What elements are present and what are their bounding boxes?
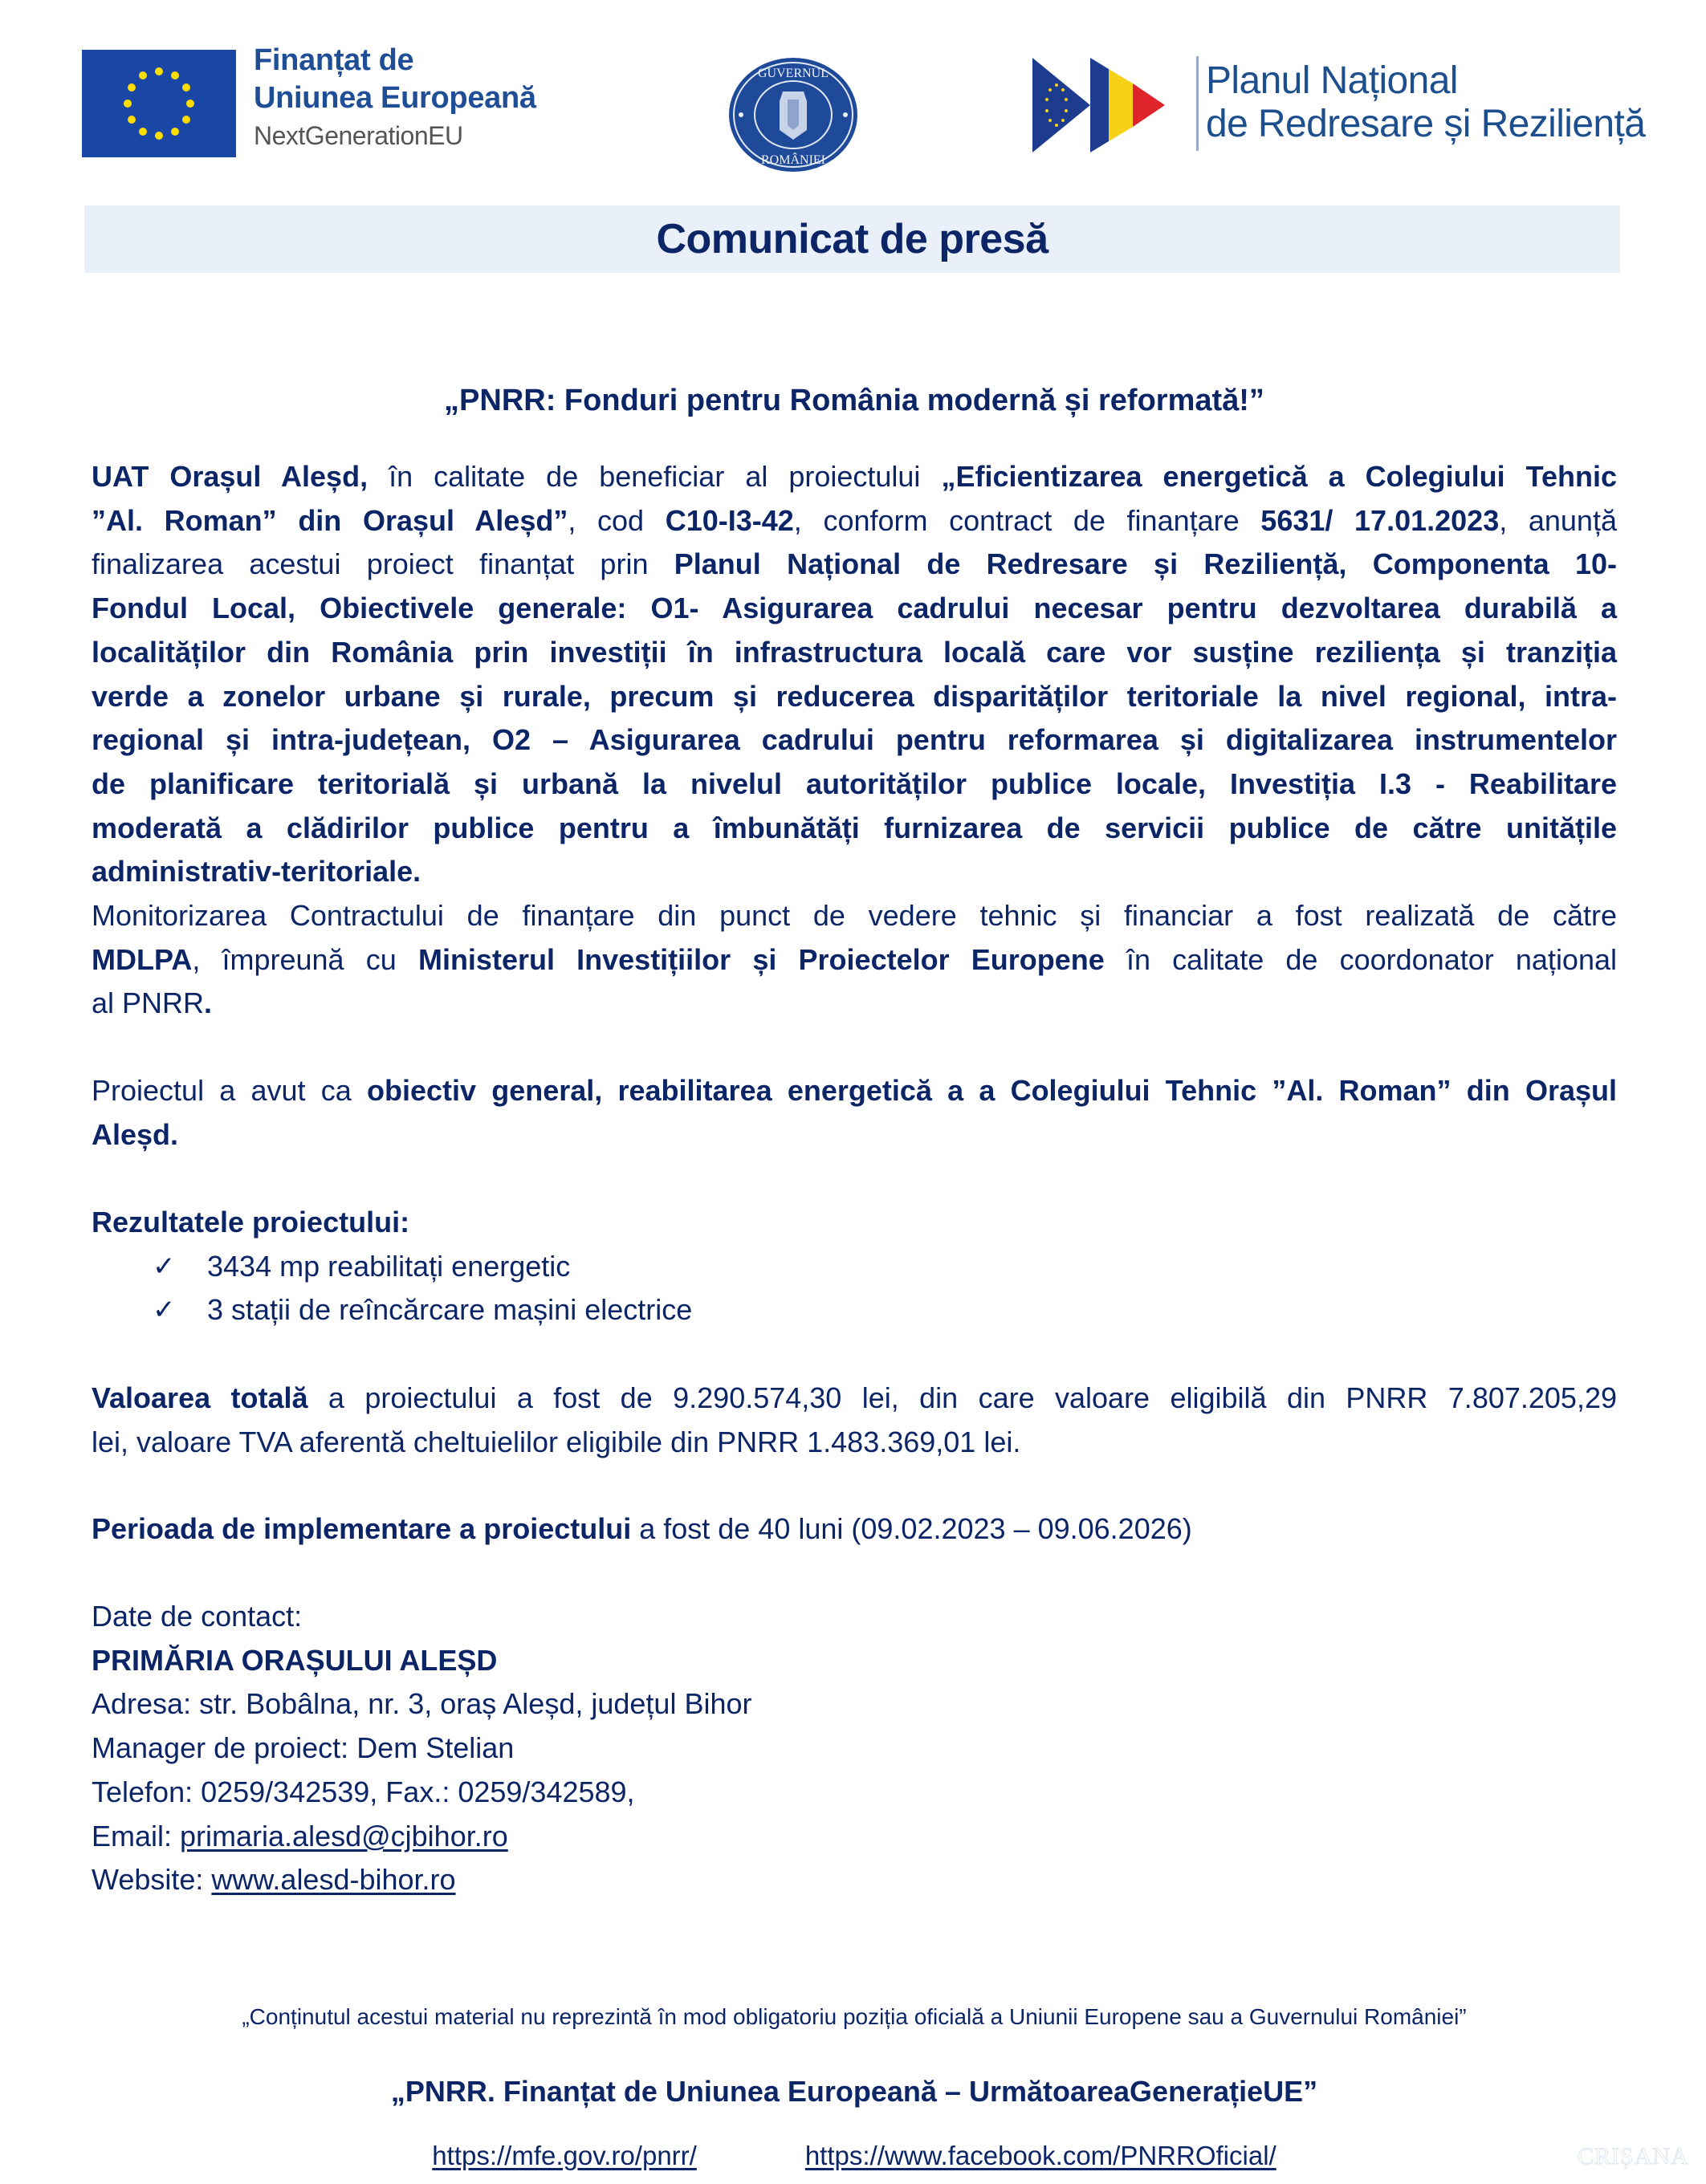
project-value-paragraph — [92, 1377, 1617, 1464]
project-description-paragraph — [92, 455, 1617, 894]
paragraph-line: UAT Orașul Aleșd, în calitate de beneficiar al proiectului „Eficientizarea energetică a Colegiului Tehnic — [92, 460, 1617, 493]
pnrr-logo-divider — [1196, 56, 1199, 151]
paragraph-line: ”Al. Roman” din Orașul Aleșd”, cod C10-I3-42, conform contract de finanțare 5631/ 17.01.2023, anunță — [92, 503, 1617, 537]
value-line2: lei, valoare TVA aferentă cheltuielilor eligibile din PNRR 1.483.369,01 lei. — [92, 1425, 1021, 1458]
value-line1: a proiectului a fost de 9.290.574,30 lei, din care valoare eligibilă din PNRR 7.807.205,29 — [307, 1381, 1617, 1414]
romanian-government-seal — [727, 56, 860, 173]
pnrr-logo-text — [1206, 59, 1645, 146]
website-label: Website: — [92, 1863, 212, 1897]
results-heading: Rezultatele proiectului: — [92, 1206, 410, 1238]
paragraph-line: de planificare teritorială și urbană la nivelul autorităților publice locale, Investiția I.3 - Reabilitare — [92, 767, 1617, 800]
paragraph-line: al PNRR. — [92, 986, 213, 1020]
page-title: Comunicat de presă — [656, 216, 1048, 262]
eu-logo-line1: Finanțat de — [254, 43, 414, 77]
crisana-watermark: CRIȘANA — [1578, 2143, 1689, 2170]
footer-slogan: „PNRR. Finanțat de Uniunea Europeană – UrmătoareaGenerațieUE” — [390, 2075, 1318, 2108]
pnrr-logo-line2: de Redresare și Reziliență — [1206, 103, 1646, 145]
paragraph-line: Monitorizarea Contractului de finanțare din punct de vedere tehnic și financiar a fost realizată de către — [92, 899, 1617, 932]
svg-text:GUVERNUL: GUVERNUL — [758, 67, 829, 80]
result-item-text: 3434 mp reabilitați energetic — [207, 1249, 571, 1283]
paragraph-line: verde a zonelor urbane și rurale, precum și reducerea disparităților teritoriale la nivel regional, intra- — [92, 679, 1617, 713]
email-label: Email: — [92, 1819, 181, 1853]
press-release-title-band — [84, 205, 1620, 273]
paragraph-line: moderată a clădirilor publice pentru a îmbunătăți furnizarea de servicii publice de către unitățile — [92, 811, 1617, 844]
value-label: Valoarea totală — [92, 1381, 308, 1414]
paragraph-line: localităților din România prin investiții în infrastructura locală care vor susține reziliența și tranziția — [92, 635, 1617, 669]
contact-section — [92, 1595, 1617, 1902]
contact-phone: Telefon: 0259/342539, Fax.: 0259/342589, — [92, 1775, 635, 1808]
paragraph-line: Proiectul a avut ca obiectiv general, reabilitarea energetică a a Colegiului Tehnic ”Al. Roman” din Orașul — [92, 1074, 1617, 1107]
paragraph-line: Aleșd. — [92, 1117, 179, 1151]
svg-text:ROMÂNIEI: ROMÂNIEI — [761, 153, 825, 167]
email-link[interactable]: primaria.alesd@cjbihor.ro — [180, 1819, 508, 1853]
government-seal-icon — [727, 56, 860, 173]
implementation-period — [92, 1507, 1617, 1552]
paragraph-line: MDLPA, împreună cu Ministerul Investițiilor și Proiectelor Europene în calitate de coordonator național — [92, 942, 1617, 976]
eu-logo-line3: NextGenerationEU — [254, 121, 463, 150]
period-value: a fost de 40 luni (09.02.2023 – 09.06.2026) — [631, 1512, 1192, 1545]
pnrr-logo-line1: Planul Național — [1206, 59, 1458, 102]
pnrr-arrows-icon — [1032, 58, 1189, 153]
results-list — [92, 1245, 1617, 1332]
paragraph-line: administrativ-teritoriale. — [92, 855, 421, 889]
contact-heading: Date de contact: — [92, 1600, 303, 1633]
objective-paragraph — [92, 1069, 1617, 1157]
pnrr-arrows-logo — [1032, 58, 1189, 153]
paragraph-line: finalizarea acestui proiect finanțat prin Planul Național de Redresare și Reziliență, Componenta 10- — [92, 547, 1618, 581]
result-item — [92, 1288, 1617, 1332]
paragraph-line: Fondul Local, Obiectivele generale: O1- Asigurarea cadrului necesar pentru dezvoltarea durabilă a — [92, 592, 1617, 625]
eu-funding-logo-text — [254, 43, 536, 148]
checkmark-icon: ✓ — [153, 1251, 176, 1282]
eu-flag-logo — [82, 50, 236, 157]
checkmark-icon: ✓ — [153, 1295, 176, 1326]
facebook-pnrr-link[interactable]: https://www.facebook.com/PNRROficial/ — [804, 2141, 1276, 2170]
contact-manager: Manager de proiect: Dem Stelian — [92, 1731, 515, 1765]
footer-links — [92, 2141, 1617, 2171]
website-link[interactable]: www.alesd-bihor.ro — [211, 1863, 456, 1897]
result-item-text: 3 stații de reîncărcare mașini electrice — [207, 1293, 693, 1327]
contact-address: Adresa: str. Bobâlna, nr. 3, oraș Aleșd, județul Bihor — [92, 1687, 752, 1721]
monitoring-paragraph — [92, 894, 1617, 1026]
slogan-subtitle: „PNRR: Fonduri pentru România modernă și reformată!” — [444, 384, 1264, 417]
result-item — [92, 1245, 1617, 1289]
eu-stars-icon — [82, 50, 236, 157]
project-results-section — [92, 1201, 1617, 1332]
period-label: Perioada de implementare a proiectului — [92, 1512, 632, 1545]
disclaimer-text: „Conținutul acestui material nu reprezintă în mod obligatoriu poziția oficială a Uniunii Europene sau a Guvernului României” — [242, 2004, 1467, 2029]
contact-organization: PRIMĂRIA ORAȘULUI ALEȘD — [92, 1643, 498, 1677]
paragraph-line: regional și intra-județean, O2 – Asigurarea cadrului pentru reformarea și digitalizarea instrumentelor — [92, 723, 1617, 757]
mfe-pnrr-link[interactable]: https://mfe.gov.ro/pnrr/ — [432, 2141, 697, 2170]
eu-logo-line2: Uniunea Europeană — [254, 81, 536, 115]
